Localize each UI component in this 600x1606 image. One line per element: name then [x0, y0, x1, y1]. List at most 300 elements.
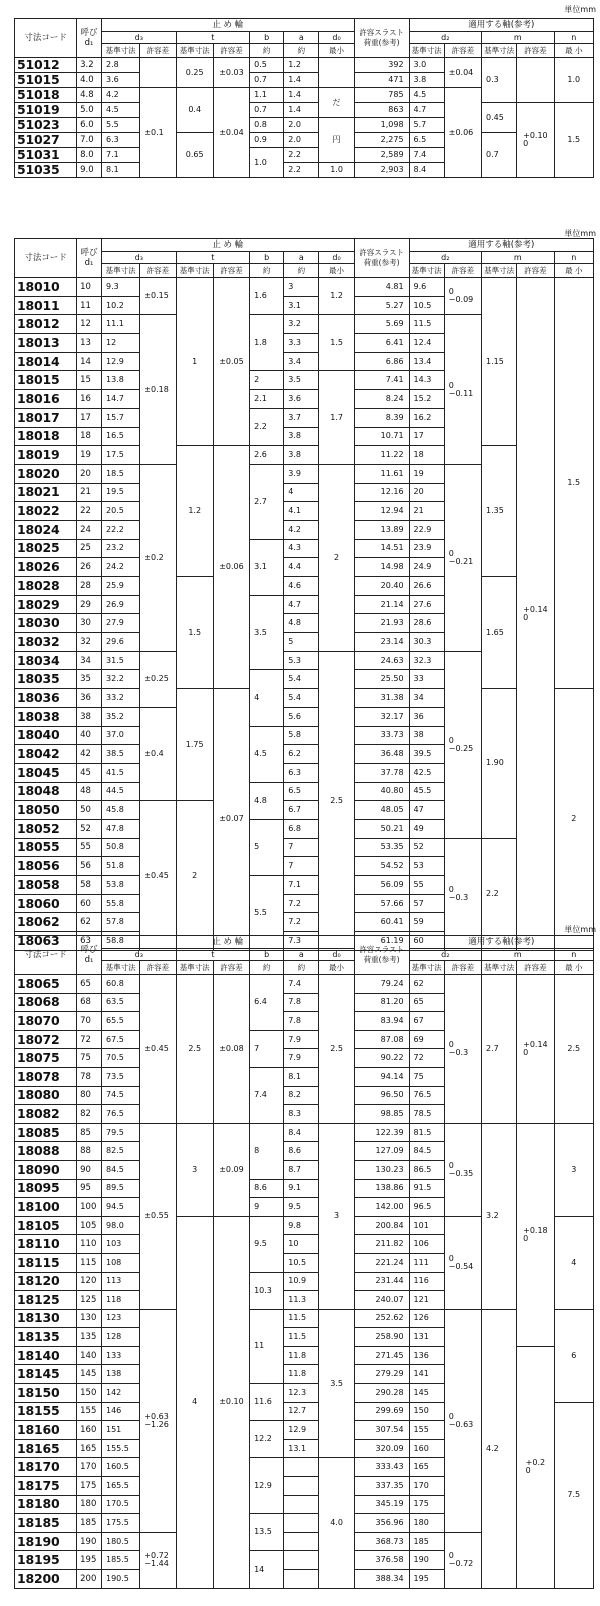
- b-value: 3.1: [250, 539, 284, 595]
- nominal-d1: 38: [77, 707, 102, 726]
- dim-code: 18035: [15, 670, 77, 689]
- col-header-d3: d₃: [101, 949, 176, 961]
- a-value: 5.6: [284, 707, 319, 726]
- d2-tolerance: ±0.04: [444, 58, 481, 88]
- b-value: 6.4: [250, 975, 284, 1031]
- nominal-d1: 56: [77, 857, 102, 876]
- nominal-d1: 48: [77, 782, 102, 801]
- d3-basic: 2.8: [101, 58, 139, 73]
- col-header-t: t: [176, 949, 250, 961]
- col-subheader: 許容差: [213, 961, 249, 975]
- d3-basic: 12: [101, 334, 139, 353]
- tolerance-lower: −0.09: [448, 295, 474, 305]
- thrust-load: 271.45: [354, 1346, 409, 1365]
- col-subheader: 基準寸法: [482, 264, 517, 278]
- thrust-load: 13.89: [354, 520, 409, 539]
- thrust-load: 61.19: [354, 932, 409, 951]
- d3-tolerance: ±0.45: [140, 975, 176, 1124]
- tolerance-fraction: [144, 1552, 169, 1568]
- dim-code: 18036: [15, 689, 77, 708]
- dim-code: 18016: [15, 390, 77, 409]
- t-tolerance: ±0.04: [213, 88, 249, 178]
- d2-basic: 67: [409, 1012, 444, 1031]
- tolerance-fraction: [523, 606, 548, 622]
- table-row: [15, 58, 594, 73]
- yobi-label: 呼び: [80, 945, 98, 955]
- a-value: 10.5: [284, 1253, 319, 1272]
- a-value: 3: [284, 278, 319, 297]
- d2-basic: 38: [409, 726, 444, 745]
- dim-code: 18082: [15, 1105, 77, 1124]
- m-tolerance: [517, 1123, 554, 1346]
- col-header-t: t: [176, 32, 250, 44]
- thrust-load: 53.35: [354, 838, 409, 857]
- table-row: [15, 577, 594, 596]
- d0-min: 2: [319, 464, 354, 651]
- tolerance-upper: +0.2: [525, 1458, 546, 1468]
- a-value: 3.8: [284, 427, 319, 446]
- nominal-d1: 35: [77, 670, 102, 689]
- tolerance-lower: 0: [523, 1047, 529, 1057]
- nominal-d1: 25: [77, 539, 102, 558]
- col-header-load: 許容スラスト荷重(参考): [354, 239, 409, 278]
- d3-basic: 29.6: [101, 633, 139, 652]
- a-value: [284, 1458, 319, 1477]
- tolerance-upper: +0.14: [523, 1039, 548, 1049]
- d2-basic: 4.7: [409, 103, 444, 118]
- m-tolerance: [517, 58, 554, 103]
- n-min: 1.5: [554, 278, 593, 689]
- dim-code: 18052: [15, 819, 77, 838]
- a-value: 10: [284, 1235, 319, 1254]
- t-tolerance: ±0.03: [213, 58, 249, 88]
- thrust-load: 79.24: [354, 975, 409, 994]
- d3-tolerance: ±0.4: [140, 707, 176, 800]
- d3-basic: 82.5: [101, 1142, 139, 1161]
- d3-basic: 32.2: [101, 670, 139, 689]
- nominal-d1: 20: [77, 464, 102, 483]
- col-subheader: 許容差: [517, 264, 554, 278]
- dim-code: 51023: [15, 118, 77, 133]
- col-subheader: 基準寸法: [101, 961, 139, 975]
- t-basic: 1.2: [176, 446, 213, 577]
- nominal-d1: 65: [77, 975, 102, 994]
- nominal-d1: 190: [77, 1532, 102, 1551]
- a-value: 11.3: [284, 1291, 319, 1310]
- col-subheader: 許容差: [517, 44, 554, 58]
- b-value: 9: [250, 1198, 284, 1217]
- b-value: 9.5: [250, 1216, 284, 1272]
- nominal-d1: 160: [77, 1421, 102, 1440]
- dim-code: 18125: [15, 1291, 77, 1310]
- nominal-d1: 95: [77, 1179, 102, 1198]
- table-row: [15, 446, 594, 465]
- d0-min: 1.7: [319, 371, 354, 464]
- d3-basic: 6.3: [101, 133, 139, 148]
- d3-basic: 63.5: [101, 993, 139, 1012]
- d2-basic: 141: [409, 1365, 444, 1384]
- nominal-d1: 26: [77, 558, 102, 577]
- table-row: [15, 133, 594, 148]
- d2-tolerance: [444, 1123, 481, 1216]
- m-basic: 3.2: [482, 1123, 517, 1309]
- thrust-load: 5.27: [354, 296, 409, 315]
- thrust-load: 320.09: [354, 1439, 409, 1458]
- nominal-d1: 75: [77, 1049, 102, 1068]
- n-min: 2: [554, 689, 593, 951]
- dim-code: 18028: [15, 577, 77, 596]
- d1-label: d₁: [84, 38, 94, 48]
- unit-label: 単位mm: [564, 925, 596, 934]
- col-header-stop-ring: 止 め 輪: [101, 239, 354, 252]
- a-value: 9.1: [284, 1179, 319, 1198]
- thrust-load: 50.21: [354, 819, 409, 838]
- d2-basic: 16.2: [409, 408, 444, 427]
- d2-basic: 14.3: [409, 371, 444, 390]
- m-tolerance: [517, 1346, 554, 1588]
- col-header-shaft: 適用する軸(参考): [409, 19, 593, 32]
- d2-basic: 96.5: [409, 1198, 444, 1217]
- b-value: 8.6: [250, 1179, 284, 1198]
- d2-tolerance: [444, 651, 481, 838]
- col-header-d0: d₀: [319, 949, 354, 961]
- dim-code: 18090: [15, 1160, 77, 1179]
- a-value: [284, 1551, 319, 1570]
- nominal-d1: 62: [77, 913, 102, 932]
- tolerance-lower: −1.26: [144, 1419, 169, 1429]
- col-subheader: 基準寸法: [101, 264, 139, 278]
- nominal-d1: 30: [77, 614, 102, 633]
- d2-basic: 7.4: [409, 148, 444, 163]
- dim-code: 51012: [15, 58, 77, 73]
- col-subheader: 最 小: [554, 44, 593, 58]
- dim-code: 18170: [15, 1458, 77, 1477]
- table-row: [15, 1123, 594, 1142]
- d2-basic: 185: [409, 1532, 444, 1551]
- b-value: 3.5: [250, 595, 284, 670]
- a-value: 6.7: [284, 801, 319, 820]
- d2-basic: 20: [409, 483, 444, 502]
- thrust-load: 14.51: [354, 539, 409, 558]
- d3-basic: 44.5: [101, 782, 139, 801]
- d2-tolerance: ±0.06: [444, 88, 481, 178]
- d3-basic: 160.5: [101, 1458, 139, 1477]
- d2-tolerance: [444, 315, 481, 465]
- d3-basic: 16.5: [101, 427, 139, 446]
- tolerance-upper: 0: [448, 287, 454, 297]
- d3-basic: 12.9: [101, 352, 139, 371]
- m-basic: 1.90: [482, 689, 517, 839]
- col-header-stop-ring: 止 め 輪: [101, 19, 354, 32]
- d2-basic: 175: [409, 1495, 444, 1514]
- d0-min: [319, 58, 354, 88]
- b-value: 5: [250, 819, 284, 875]
- nominal-d1: 135: [77, 1328, 102, 1347]
- thrust-load: 231.44: [354, 1272, 409, 1291]
- col-subheader: 許容差: [444, 961, 481, 975]
- a-value: 3.4: [284, 352, 319, 371]
- thrust-load: 388.34: [354, 1570, 409, 1589]
- t-basic: 0.25: [176, 58, 213, 88]
- dim-code: 18160: [15, 1421, 77, 1440]
- d3-basic: 79.5: [101, 1123, 139, 1142]
- a-value: 8.2: [284, 1086, 319, 1105]
- d3-basic: 7.1: [101, 148, 139, 163]
- d3-basic: 146: [101, 1402, 139, 1421]
- m-tolerance: [517, 975, 554, 1124]
- d2-basic: 13.4: [409, 352, 444, 371]
- tolerance-lower: −0.3: [448, 893, 469, 903]
- thrust-load: 290.28: [354, 1384, 409, 1403]
- col-header-yobi: [77, 936, 102, 975]
- d2-basic: 84.5: [409, 1142, 444, 1161]
- nominal-d1: 63: [77, 932, 102, 951]
- d3-basic: 108: [101, 1253, 139, 1272]
- d0-min: 2.5: [319, 975, 354, 1124]
- t-tolerance: ±0.09: [213, 1123, 249, 1216]
- d3-basic: 70.5: [101, 1049, 139, 1068]
- b-value: 13.5: [250, 1514, 284, 1551]
- d0-min: 2.5: [319, 651, 354, 950]
- a-value: 6.5: [284, 782, 319, 801]
- dim-code: 18042: [15, 745, 77, 764]
- m-basic: 2.7: [482, 975, 517, 1124]
- col-header-code: 寸法コード: [15, 936, 77, 975]
- b-value: 7.4: [250, 1067, 284, 1123]
- a-value: 3.3: [284, 334, 319, 353]
- tolerance-upper: 0: [448, 1039, 454, 1049]
- a-value: 10.9: [284, 1272, 319, 1291]
- thrust-load: 33.73: [354, 726, 409, 745]
- dim-code: 18190: [15, 1532, 77, 1551]
- nominal-d1: 40: [77, 726, 102, 745]
- b-value: 11.6: [250, 1384, 284, 1421]
- col-header-b: b: [250, 949, 284, 961]
- d2-basic: 131: [409, 1328, 444, 1347]
- d2-basic: 195: [409, 1570, 444, 1589]
- a-value: 6.8: [284, 819, 319, 838]
- d3-basic: 5.5: [101, 118, 139, 133]
- d3-basic: 142: [101, 1384, 139, 1403]
- dim-code: 18055: [15, 838, 77, 857]
- thrust-load: 32.17: [354, 707, 409, 726]
- a-value: 7.9: [284, 1030, 319, 1049]
- d2-basic: 17: [409, 427, 444, 446]
- d2-basic: 136: [409, 1346, 444, 1365]
- a-value: 4.8: [284, 614, 319, 633]
- m-basic: 2.2: [482, 838, 517, 950]
- d2-basic: 27.6: [409, 595, 444, 614]
- col-header-d3: d₃: [101, 252, 176, 264]
- nominal-d1: 185: [77, 1514, 102, 1533]
- thrust-load: 200.84: [354, 1216, 409, 1235]
- tolerance-fraction: [449, 382, 474, 398]
- nominal-d1: 82: [77, 1105, 102, 1124]
- a-value: 8.3: [284, 1105, 319, 1124]
- nominal-d1: 29: [77, 595, 102, 614]
- d0-min: 円: [319, 118, 354, 163]
- b-value: 7: [250, 1030, 284, 1067]
- tolerance-lower: −0.11: [448, 388, 474, 398]
- m-basic: 0.45: [482, 103, 517, 133]
- col-subheader: 最小: [319, 44, 354, 58]
- thrust-load: 11.22: [354, 446, 409, 465]
- thrust-load: 5.69: [354, 315, 409, 334]
- dim-code: 18068: [15, 993, 77, 1012]
- yobi-label: 呼び: [80, 28, 98, 38]
- a-value: 3.7: [284, 408, 319, 427]
- col-header-n: n: [554, 32, 593, 44]
- tolerance-upper: 0: [448, 1253, 454, 1263]
- m-basic: 0.7: [482, 133, 517, 178]
- dim-code: 18185: [15, 1514, 77, 1533]
- a-value: [284, 1477, 319, 1496]
- d3-basic: 10.2: [101, 296, 139, 315]
- nominal-d1: 72: [77, 1030, 102, 1049]
- d2-basic: 4.5: [409, 88, 444, 103]
- d2-basic: 160: [409, 1439, 444, 1458]
- d3-basic: 94.5: [101, 1198, 139, 1217]
- m-basic: 0.3: [482, 58, 517, 103]
- tolerance-upper: 0: [448, 380, 454, 390]
- thrust-load: 90.22: [354, 1049, 409, 1068]
- a-value: 8.1: [284, 1067, 319, 1086]
- d2-basic: 36: [409, 707, 444, 726]
- thrust-load: 21.93: [354, 614, 409, 633]
- col-header-m: m: [482, 252, 554, 264]
- d3-basic: 113: [101, 1272, 139, 1291]
- tolerance-upper: 0: [448, 1411, 454, 1421]
- d2-basic: 23.9: [409, 539, 444, 558]
- a-value: 12.7: [284, 1402, 319, 1421]
- col-header-load: 許容スラスト荷重(参考): [354, 19, 409, 58]
- tolerance-upper: +0.72: [144, 1551, 169, 1561]
- d2-tolerance: [444, 1216, 481, 1309]
- thrust-load: 252.62: [354, 1309, 409, 1328]
- d3-basic: 17.5: [101, 446, 139, 465]
- d2-basic: 150: [409, 1402, 444, 1421]
- spec-table: [14, 935, 594, 1589]
- t-basic: 1.5: [176, 577, 213, 689]
- thrust-load: 122.39: [354, 1123, 409, 1142]
- a-value: 2.0: [284, 133, 319, 148]
- d2-tolerance: [444, 1532, 481, 1588]
- a-value: 1.4: [284, 88, 319, 103]
- b-value: 2.7: [250, 464, 284, 539]
- a-value: 2.2: [284, 148, 319, 163]
- d3-basic: 13.8: [101, 371, 139, 390]
- d3-basic: 118: [101, 1291, 139, 1310]
- col-header-a: a: [284, 32, 319, 44]
- d2-basic: 53: [409, 857, 444, 876]
- a-value: 5.4: [284, 670, 319, 689]
- d3-basic: 73.5: [101, 1067, 139, 1086]
- thrust-load: 127.09: [354, 1142, 409, 1161]
- dim-code: 18034: [15, 651, 77, 670]
- col-subheader: 基準寸法: [409, 44, 444, 58]
- d2-basic: 155: [409, 1421, 444, 1440]
- tolerance-upper: 0: [448, 548, 454, 558]
- tolerance-fraction: [449, 550, 474, 566]
- dim-code: 18072: [15, 1030, 77, 1049]
- d2-basic: 42.5: [409, 763, 444, 782]
- d2-basic: 121: [409, 1291, 444, 1310]
- d2-basic: 190: [409, 1551, 444, 1570]
- d2-basic: 39.5: [409, 745, 444, 764]
- tolerance-lower: −0.63: [448, 1419, 474, 1429]
- d3-basic: 45.8: [101, 801, 139, 820]
- tolerance-upper: +0.14: [523, 604, 548, 614]
- nominal-d1: 115: [77, 1253, 102, 1272]
- tolerance-fraction: [449, 1162, 474, 1178]
- t-tolerance: ±0.07: [213, 689, 249, 951]
- col-subheader: 許容差: [213, 264, 249, 278]
- d3-tolerance: ±0.2: [140, 464, 176, 651]
- a-value: 4.2: [284, 520, 319, 539]
- thrust-load: 142.00: [354, 1198, 409, 1217]
- d0-min: 3: [319, 1123, 354, 1309]
- thrust-load: 20.40: [354, 577, 409, 596]
- d2-basic: 26.6: [409, 577, 444, 596]
- col-header-load: 許容スラスト荷重(参考): [354, 936, 409, 975]
- tolerance-fraction: [449, 886, 468, 902]
- unit-label: 単位mm: [564, 229, 596, 238]
- t-basic: 0.65: [176, 133, 213, 178]
- thrust-load: 10.71: [354, 427, 409, 446]
- d3-basic: 123: [101, 1309, 139, 1328]
- thrust-load: 376.58: [354, 1551, 409, 1570]
- col-header-b: b: [250, 32, 284, 44]
- b-value: 1.0: [250, 148, 284, 178]
- thrust-load: 12.16: [354, 483, 409, 502]
- tolerance-upper: +0.10: [523, 131, 548, 140]
- tolerance-lower: 0: [523, 139, 529, 148]
- a-value: 3.5: [284, 371, 319, 390]
- t-basic: 4: [176, 1216, 213, 1588]
- dim-code: 18145: [15, 1365, 77, 1384]
- thrust-load: 6.41: [354, 334, 409, 353]
- col-header-yobi: [77, 239, 102, 278]
- d2-basic: 62: [409, 975, 444, 994]
- thrust-load: 307.54: [354, 1421, 409, 1440]
- col-header-a: a: [284, 252, 319, 264]
- a-value: 13.1: [284, 1439, 319, 1458]
- a-value: 3.6: [284, 390, 319, 409]
- d3-basic: 185.5: [101, 1551, 139, 1570]
- d2-basic: 81.5: [409, 1123, 444, 1142]
- a-value: 6.2: [284, 745, 319, 764]
- dim-code: 18024: [15, 520, 77, 539]
- d2-basic: 57: [409, 894, 444, 913]
- d3-basic: 76.5: [101, 1105, 139, 1124]
- spec-table-2: [14, 238, 594, 951]
- dim-code: 18150: [15, 1384, 77, 1403]
- a-value: 7.4: [284, 975, 319, 994]
- d0-min: 3.5: [319, 1309, 354, 1458]
- thrust-load: 863: [354, 103, 409, 118]
- dim-code: 18058: [15, 876, 77, 895]
- d2-basic: 126: [409, 1309, 444, 1328]
- tolerance-lower: 0: [525, 1466, 531, 1476]
- dim-code: 18021: [15, 483, 77, 502]
- nominal-d1: 12: [77, 315, 102, 334]
- nominal-d1: 42: [77, 745, 102, 764]
- b-value: 0.8: [250, 118, 284, 133]
- a-value: 3.9: [284, 464, 319, 483]
- col-subheader: 最 小: [554, 264, 593, 278]
- dim-code: 18070: [15, 1012, 77, 1031]
- d2-tolerance: [444, 975, 481, 1124]
